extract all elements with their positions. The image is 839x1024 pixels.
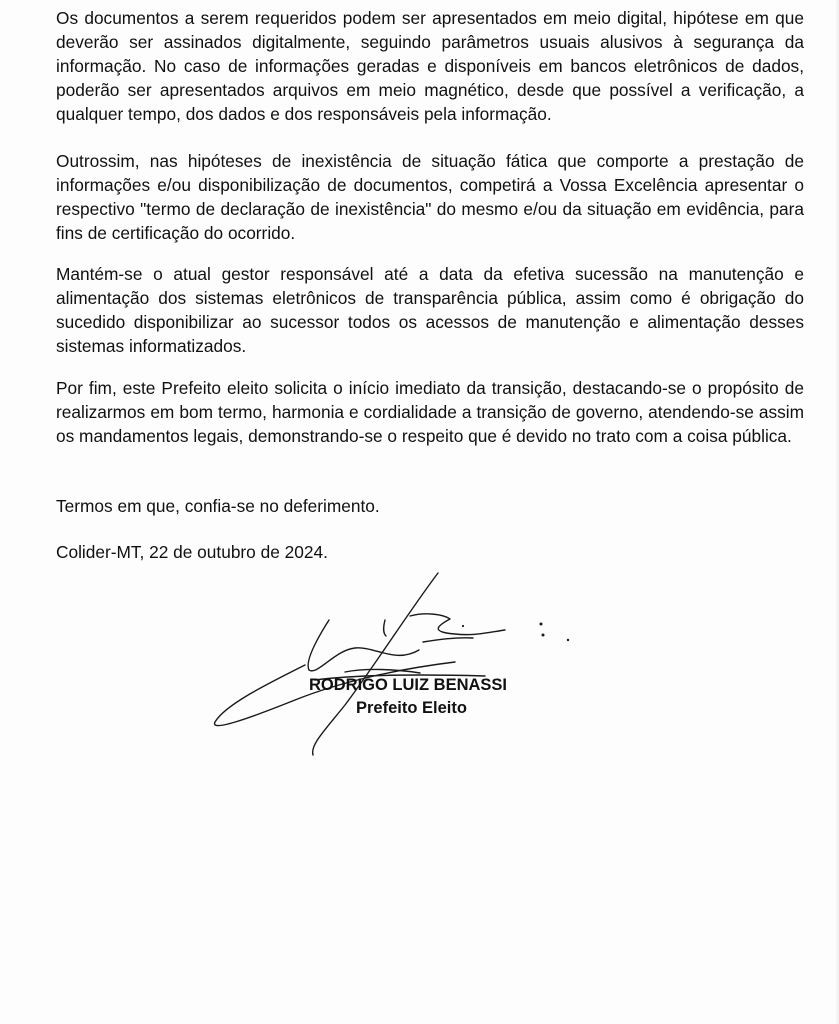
paragraph-transition-request: Por fim, este Prefeito eleito solicita o início imediato da transição, destacando-se o propósito de realizarmos em bom termo, harmonia e cordialidade a transição de governo, atendendo-se assim os mandamentos legais, demonstrando-se o respeito que é devido no trato com a coisa pública. bbox=[56, 378, 804, 446]
signer-name: RODRIGO LUIZ BENASSI bbox=[309, 676, 508, 694]
page-edge-shadow bbox=[835, 0, 839, 1024]
signer-title: Prefeito Eleito bbox=[356, 699, 467, 717]
paragraph-digital-documents: Os documentos a serem requeridos podem ser apresentados em meio digital, hipótese em que deverão ser assinados digitalmente, seguindo parâmetros usuais alusivos à segurança da informação. No caso de informações geradas e disponíveis em bancos eletrônicos de dados, poderão ser apresentados arquivos em meio magnético, desde que possível a verificação, a qualquer tempo, dos dados e dos responsáveis pela informação. bbox=[56, 8, 804, 124]
paragraph-inexistence-declaration: Outrossim, nas hipóteses de inexistência de situação fática que comporte a prestação de informações e/ou disponibilização de documentos, competirá a Vossa Excelência apresentar o respectivo "termo de declaração de inexistência" do mesmo e/ou da situação em evidência, para fins de certificação do ocorrido. bbox=[56, 151, 804, 243]
place-and-date: Colider-MT, 22 de outubro de 2024. bbox=[56, 542, 328, 562]
handwritten-signature bbox=[205, 570, 595, 770]
paragraph-transparency-systems: Mantém-se o atual gestor responsável até a data da efetiva sucessão na manutenção e alimentação dos sistemas eletrônicos de transparência pública, assim como é obrigação do sucedido disponibilizar ao sucessor todos os acessos de manutenção e alimentação desses sistemas informatizados. bbox=[56, 264, 804, 356]
closing-line: Termos em que, confia-se no deferimento. bbox=[56, 496, 380, 516]
